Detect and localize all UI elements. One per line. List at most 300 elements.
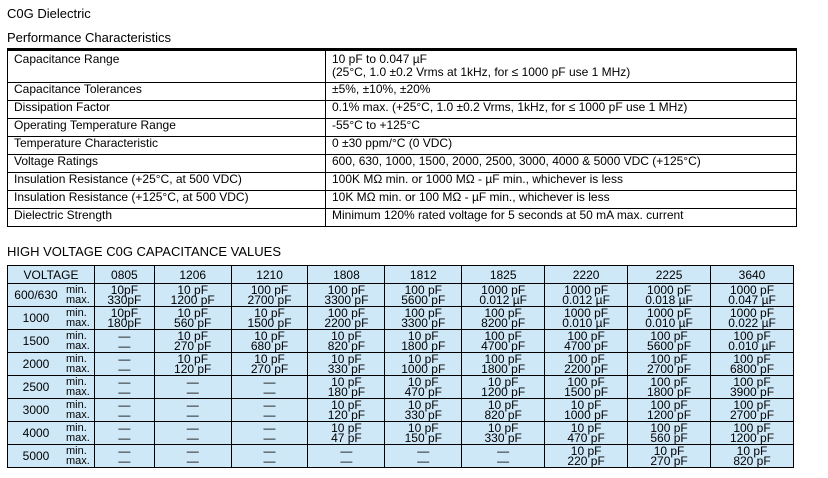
- max-value: —: [497, 454, 510, 468]
- max-value: 270 pF: [174, 339, 212, 353]
- voltage-cell: 2500: [8, 376, 65, 399]
- voltage-header: VOLTAGE: [8, 266, 95, 284]
- min-value: —: [186, 421, 199, 435]
- max-value: —: [118, 362, 131, 376]
- min-value: 100 pF: [650, 375, 688, 389]
- min-value: —: [118, 329, 131, 343]
- capacitance-cell: [308, 445, 385, 468]
- max-value: 560 pF: [650, 431, 688, 445]
- capacitance-cell: [545, 284, 628, 307]
- min-value: 10 pF: [407, 329, 439, 343]
- max-value: 3900 pF: [729, 385, 775, 399]
- max-value: —: [186, 431, 199, 445]
- min-value: 100 pF: [650, 398, 688, 412]
- max-value: 680 pF: [250, 339, 289, 353]
- max-label: max.: [66, 386, 90, 398]
- min-value: 100 pF: [250, 283, 289, 297]
- capacitance-cell: [545, 307, 628, 330]
- perf-value: [326, 119, 797, 137]
- min-value: 10 pF: [407, 375, 439, 389]
- capacitance-cell: [231, 330, 308, 353]
- max-value: 3300 pF: [324, 293, 369, 307]
- min-value: —: [118, 398, 131, 412]
- min-value: 1000 pF: [647, 306, 692, 320]
- min-value: 10 pF: [177, 329, 209, 343]
- section-title-performance: Performance Characteristics: [7, 30, 171, 45]
- capacitance-cell: [711, 399, 794, 422]
- min-value: 100 pF: [733, 329, 771, 343]
- min-value: 100 pF: [484, 306, 522, 320]
- perf-value: [326, 101, 797, 119]
- capacitance-cell: [545, 376, 628, 399]
- hv-row: [8, 445, 794, 468]
- capacitance-cell: [462, 422, 545, 445]
- min-value: —: [118, 444, 131, 458]
- min-value: —: [186, 444, 199, 458]
- capacitance-cell: [545, 445, 628, 468]
- voltage-cell: 1500: [8, 330, 65, 353]
- capacitance-cell: [95, 399, 155, 422]
- min-value: —: [118, 421, 131, 435]
- capacitance-cell: [154, 330, 231, 353]
- capacitance-cell: [231, 399, 308, 422]
- perf-value: [326, 83, 797, 101]
- capacitance-cell: [154, 422, 231, 445]
- max-value: —: [263, 385, 276, 399]
- min-value: 10 pF: [254, 352, 285, 366]
- max-value: —: [186, 454, 199, 468]
- max-value: 330 pF: [484, 431, 522, 445]
- min-value: 10 pF: [254, 329, 285, 343]
- capacitance-cell: [545, 330, 628, 353]
- min-value: 10 pF: [177, 306, 209, 320]
- max-value: —: [263, 408, 276, 422]
- min-max-label: [64, 284, 95, 307]
- min-value: 100 pF: [733, 352, 771, 366]
- max-value: 0.010 µF: [645, 316, 693, 330]
- max-value: 0.012 µF: [562, 293, 610, 307]
- capacitance-cell: [95, 284, 155, 307]
- min-value: —: [263, 375, 276, 389]
- min-value: 10 pF: [407, 398, 439, 412]
- max-value: 820 pF: [327, 339, 366, 353]
- max-value: 0.018 µF: [645, 293, 693, 307]
- min-value: 10 pF: [570, 421, 602, 435]
- max-value: 8200 pF: [481, 316, 526, 330]
- max-value: 470 pF: [567, 431, 605, 445]
- capacitance-cell: [711, 376, 794, 399]
- capacitance-cell: [385, 284, 462, 307]
- min-value: 100 pF: [404, 306, 442, 320]
- max-value: 1000 pF: [564, 408, 609, 422]
- min-label: min.: [66, 376, 87, 388]
- capacitance-cell: [545, 422, 628, 445]
- min-value: 100 pF: [567, 375, 605, 389]
- capacitance-cell: [462, 330, 545, 353]
- max-value: 1200 pF: [481, 385, 526, 399]
- min-max-label: [64, 422, 95, 445]
- min-value: 10 pF: [331, 329, 362, 343]
- min-value: 10 pF: [331, 352, 362, 366]
- capacitance-cell: [308, 422, 385, 445]
- voltage-cell: 1000: [8, 307, 65, 330]
- perf-value-line: -55°C to +125°C: [332, 118, 420, 132]
- max-value: 5600 pF: [647, 339, 692, 353]
- size-header: 1808: [308, 266, 385, 284]
- min-value: 100 pF: [733, 375, 771, 389]
- capacitance-cell: [154, 399, 231, 422]
- max-value: 120 pF: [174, 362, 212, 376]
- capacitance-cell: [231, 445, 308, 468]
- max-value: 2700 pF: [647, 362, 692, 376]
- hv-header-row: [8, 266, 794, 284]
- perf-value: [326, 155, 797, 173]
- max-value: 120 pF: [327, 408, 366, 422]
- voltage-cell: 3000: [8, 399, 65, 422]
- capacitance-cell: [462, 353, 545, 376]
- capacitance-cell: [711, 307, 794, 330]
- capacitance-cell: [385, 330, 462, 353]
- capacitance-cell: [308, 330, 385, 353]
- max-label: max.: [66, 294, 90, 306]
- max-value: —: [186, 385, 199, 399]
- hv-row: [8, 353, 794, 376]
- max-value: 1000 pF: [401, 362, 446, 376]
- hv-row: [8, 284, 794, 307]
- max-value: 1200 pF: [170, 293, 215, 307]
- max-value: —: [186, 408, 199, 422]
- max-value: 1500 pF: [247, 316, 292, 330]
- voltage-cell: 5000: [8, 445, 65, 468]
- max-value: —: [118, 339, 131, 353]
- min-value: 10 pF: [736, 444, 768, 458]
- capacitance-cell: [231, 284, 308, 307]
- min-value: 10 pF: [570, 398, 602, 412]
- perf-row: [8, 137, 797, 155]
- performance-table: [7, 50, 797, 227]
- max-value: 4700 pF: [481, 339, 526, 353]
- section-title-hv: HIGH VOLTAGE C0G CAPACITANCE VALUES: [7, 244, 282, 259]
- min-value: 100 pF: [650, 352, 688, 366]
- max-value: 2200 pF: [564, 362, 609, 376]
- max-value: 2700 pF: [729, 408, 775, 422]
- min-value: —: [497, 444, 510, 458]
- min-value: —: [118, 352, 131, 366]
- perf-value-line: Minimum 120% rated voltage for 5 seconds at 50 mA max. current: [332, 208, 684, 222]
- min-max-label: [64, 445, 95, 468]
- min-value: 100 pF: [733, 421, 771, 435]
- perf-value-line: 0.1% max. (+25°C, 1.0 ±0.2 Vrms, 1kHz, for ≤ 1000 pF use 1 MHz): [332, 100, 688, 114]
- min-value: 100 pF: [650, 329, 688, 343]
- perf-row: [8, 101, 797, 119]
- capacitance-cell: [154, 445, 231, 468]
- min-value: 100 pF: [484, 352, 522, 366]
- perf-value-line: 600, 630, 1000, 1500, 2000, 2500, 3000, 4000 & 5000 VDC (+125°C): [332, 154, 701, 168]
- capacitance-cell: [95, 445, 155, 468]
- perf-label: Dissipation Factor: [8, 101, 326, 119]
- max-label: max.: [66, 409, 90, 421]
- perf-value: [326, 191, 797, 209]
- max-value: 0.010 µF: [562, 316, 610, 330]
- hv-row: [8, 307, 794, 330]
- capacitance-cell: [385, 422, 462, 445]
- capacitance-cell: [628, 284, 711, 307]
- page-title: C0G Dielectric: [7, 6, 91, 21]
- size-header: 1210: [231, 266, 308, 284]
- max-value: 6800 pF: [729, 362, 775, 376]
- min-value: 1000 pF: [564, 306, 609, 320]
- perf-row: [8, 191, 797, 209]
- min-value: 100 pF: [484, 329, 522, 343]
- min-value: 100 pF: [567, 329, 605, 343]
- min-value: 100 pF: [733, 398, 771, 412]
- min-max-label: [64, 353, 95, 376]
- size-header: 0805: [95, 266, 155, 284]
- perf-value-line: 100K MΩ min. or 1000 MΩ - µF min., whichever is less: [332, 172, 623, 186]
- hv-row: [8, 376, 794, 399]
- max-value: 1800 pF: [647, 385, 692, 399]
- size-header: 3640: [711, 266, 794, 284]
- max-value: 330 pF: [327, 362, 366, 376]
- hv-capacitance-table: [7, 265, 794, 468]
- perf-label: Temperature Characteristic: [8, 137, 326, 155]
- perf-value-line: ±5%, ±10%, ±20%: [332, 82, 431, 96]
- perf-value-line: 10K MΩ min. or 100 MΩ - µF min., whichever is less: [332, 190, 610, 204]
- capacitance-cell: [154, 284, 231, 307]
- max-value: 0.047 µF: [728, 293, 776, 307]
- perf-row: [8, 155, 797, 173]
- min-value: 100 pF: [567, 352, 605, 366]
- min-value: 100 pF: [327, 306, 366, 320]
- perf-row: [8, 119, 797, 137]
- min-value: —: [417, 444, 430, 458]
- min-value: —: [263, 398, 276, 412]
- min-label: min.: [66, 445, 87, 457]
- min-value: 10 pF: [487, 375, 519, 389]
- capacitance-cell: [628, 399, 711, 422]
- min-value: —: [263, 444, 276, 458]
- size-header: 1206: [154, 266, 231, 284]
- capacitance-cell: [231, 353, 308, 376]
- min-value: —: [118, 375, 131, 389]
- max-value: 1500 pF: [564, 385, 609, 399]
- max-label: max.: [66, 432, 90, 444]
- max-value: 180 pF: [327, 385, 366, 399]
- capacitance-cell: [545, 353, 628, 376]
- max-value: 470 pF: [404, 385, 442, 399]
- perf-row: [8, 51, 797, 83]
- voltage-cell: 600/630: [8, 284, 65, 307]
- min-value: 1000 pF: [564, 283, 609, 297]
- min-max-label: [64, 307, 95, 330]
- max-value: 5600 pF: [401, 293, 446, 307]
- max-label: max.: [66, 363, 90, 375]
- max-label: max.: [66, 340, 90, 352]
- perf-value-line: (25°C, 1.0 ±0.2 Vrms at 1kHz, for ≤ 1000 pF use 1 MHz): [332, 65, 631, 79]
- min-value: 1000 pF: [729, 283, 775, 297]
- capacitance-cell: [385, 445, 462, 468]
- max-value: 2200 pF: [324, 316, 369, 330]
- capacitance-cell: [628, 330, 711, 353]
- max-value: 150 pF: [404, 431, 442, 445]
- max-value: 0.010 µF: [728, 339, 776, 353]
- capacitance-cell: [545, 399, 628, 422]
- capacitance-cell: [231, 307, 308, 330]
- capacitance-cell: [154, 376, 231, 399]
- capacitance-cell: [711, 330, 794, 353]
- capacitance-cell: [462, 399, 545, 422]
- hv-row: [8, 330, 794, 353]
- voltage-cell: 2000: [8, 353, 65, 376]
- perf-value: [326, 173, 797, 191]
- capacitance-cell: [385, 399, 462, 422]
- min-label: min.: [66, 353, 87, 365]
- perf-row: [8, 209, 797, 227]
- perf-value: [326, 209, 797, 227]
- min-label: min.: [66, 307, 87, 319]
- min-max-label: [64, 376, 95, 399]
- max-value: 1200 pF: [647, 408, 692, 422]
- max-value: 0.012 µF: [479, 293, 527, 307]
- capacitance-cell: [462, 284, 545, 307]
- perf-value-line: 10 pF to 0.047 µF: [332, 52, 427, 66]
- min-max-label: [64, 399, 95, 422]
- capacitance-cell: [308, 284, 385, 307]
- min-label: min.: [66, 330, 87, 342]
- capacitance-cell: [628, 376, 711, 399]
- capacitance-cell: [308, 399, 385, 422]
- max-value: 180pF: [107, 316, 142, 330]
- max-value: 330pF: [107, 293, 142, 307]
- max-value: 560 pF: [174, 316, 212, 330]
- max-value: 4700 pF: [564, 339, 609, 353]
- capacitance-cell: [95, 330, 155, 353]
- max-value: —: [340, 454, 353, 468]
- capacitance-cell: [462, 376, 545, 399]
- perf-value-line: 0 ±30 ppm/°C (0 VDC): [332, 136, 453, 150]
- min-value: —: [186, 398, 199, 412]
- min-value: 100 pF: [650, 421, 688, 435]
- min-value: 1000 pF: [729, 306, 775, 320]
- min-value: 10pF: [110, 283, 139, 297]
- capacitance-cell: [711, 353, 794, 376]
- hv-row: [8, 422, 794, 445]
- capacitance-cell: [154, 307, 231, 330]
- max-value: 270 pF: [650, 454, 688, 468]
- capacitance-cell: [154, 353, 231, 376]
- min-value: 10 pF: [570, 444, 602, 458]
- max-value: 1800 pF: [401, 339, 446, 353]
- capacitance-cell: [711, 422, 794, 445]
- min-label: min.: [66, 399, 87, 411]
- perf-row: [8, 173, 797, 191]
- perf-label: Voltage Ratings: [8, 155, 326, 173]
- min-value: 10 pF: [331, 421, 362, 435]
- perf-value: [326, 51, 797, 83]
- max-value: —: [118, 408, 131, 422]
- capacitance-cell: [308, 353, 385, 376]
- max-value: 330 pF: [404, 408, 442, 422]
- capacitance-cell: [95, 353, 155, 376]
- max-value: 220 pF: [567, 454, 605, 468]
- max-value: 2700 pF: [247, 293, 292, 307]
- max-value: —: [417, 454, 430, 468]
- capacitance-cell: [462, 445, 545, 468]
- perf-label: Capacitance Tolerances: [8, 83, 326, 101]
- min-value: —: [340, 444, 353, 458]
- capacitance-cell: [231, 376, 308, 399]
- capacitance-cell: [628, 422, 711, 445]
- min-value: 1000 pF: [647, 283, 692, 297]
- min-value: —: [263, 421, 276, 435]
- perf-row: [8, 83, 797, 101]
- min-label: min.: [66, 422, 87, 434]
- capacitance-cell: [628, 307, 711, 330]
- size-header: 1825: [462, 266, 545, 284]
- size-header: 1812: [385, 266, 462, 284]
- min-max-label: [64, 330, 95, 353]
- capacitance-cell: [711, 445, 794, 468]
- capacitance-cell: [711, 284, 794, 307]
- min-value: 10 pF: [177, 352, 209, 366]
- max-value: —: [118, 385, 131, 399]
- min-value: 10 pF: [177, 283, 209, 297]
- perf-label: Capacitance Range: [8, 51, 326, 83]
- hv-row: [8, 399, 794, 422]
- max-value: 47 pF: [331, 431, 362, 445]
- min-value: 10 pF: [487, 398, 519, 412]
- max-value: 820 pF: [484, 408, 522, 422]
- capacitance-cell: [95, 307, 155, 330]
- capacitance-cell: [308, 376, 385, 399]
- min-value: 10pF: [110, 306, 139, 320]
- capacitance-cell: [95, 422, 155, 445]
- max-label: max.: [66, 317, 90, 329]
- perf-label: Operating Temperature Range: [8, 119, 326, 137]
- max-value: —: [118, 431, 131, 445]
- max-value: 820 pF: [733, 454, 771, 468]
- min-value: 10 pF: [487, 421, 519, 435]
- perf-label: Insulation Resistance (+25°C, at 500 VDC): [8, 173, 326, 191]
- min-value: 10 pF: [331, 375, 362, 389]
- capacitance-cell: [308, 307, 385, 330]
- max-value: 1200 pF: [729, 431, 775, 445]
- perf-label: Insulation Resistance (+125°C, at 500 VDC): [8, 191, 326, 209]
- min-label: min.: [66, 284, 87, 296]
- capacitance-cell: [95, 376, 155, 399]
- perf-value: [326, 137, 797, 155]
- min-value: —: [186, 375, 199, 389]
- capacitance-cell: [385, 353, 462, 376]
- max-value: —: [263, 431, 276, 445]
- capacitance-cell: [628, 353, 711, 376]
- size-header: 2225: [628, 266, 711, 284]
- min-value: 10 pF: [331, 398, 362, 412]
- voltage-cell: 4000: [8, 422, 65, 445]
- max-value: 3300 pF: [401, 316, 446, 330]
- capacitance-cell: [628, 445, 711, 468]
- perf-label: Dielectric Strength: [8, 209, 326, 227]
- min-value: 1000 pF: [481, 283, 526, 297]
- min-value: 10 pF: [653, 444, 685, 458]
- capacitance-cell: [462, 307, 545, 330]
- capacitance-cell: [385, 376, 462, 399]
- max-value: 1800 pF: [481, 362, 526, 376]
- min-value: 100 pF: [327, 283, 366, 297]
- max-value: 0.022 µF: [728, 316, 776, 330]
- capacitance-cell: [231, 422, 308, 445]
- max-value: —: [118, 454, 131, 468]
